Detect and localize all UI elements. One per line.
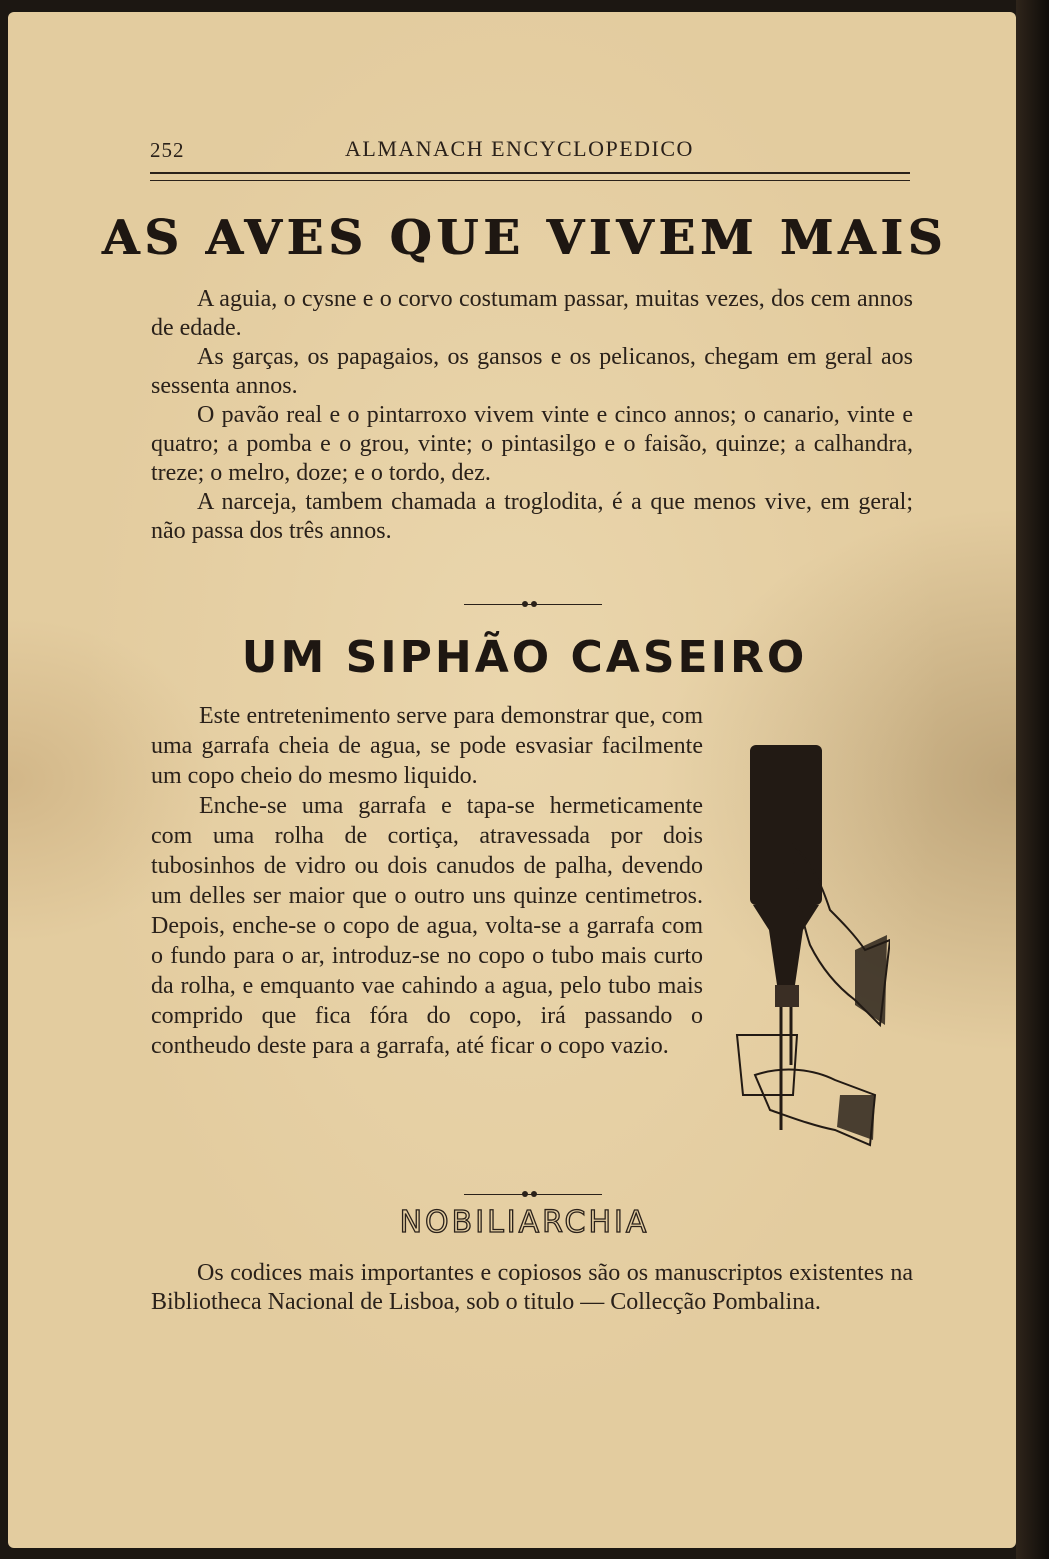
ornament-divider — [464, 1188, 602, 1202]
birds-text — [151, 285, 913, 546]
siphon-paragraph: Enche-se uma garrafa e tapa-se hermeticamente com uma rolha de cortiça, atravessada por dois tubosinhos de vidro ou dois canudos de palha, devendo um delles ser maior que o outro uns quinze centimetros. Depois, enche-se o copo de agua, volta-se a garrafa com o fundo para o ar, introduz-se no copo o tubo mais curto da rolha, e emquanto vae cahindo a agua, pelo tubo mais comprido que fica fóra do copo, irá passando o contheudo deste para a garrafa, até ficar o copo vazio. — [151, 793, 703, 1059]
glass-cup — [737, 1035, 797, 1095]
section-title-birds: AS AVES QUE VIVEM MAIS — [101, 210, 948, 266]
running-head — [150, 136, 910, 166]
siphon-illustration — [715, 735, 890, 1175]
divider-dot — [531, 601, 537, 607]
nobiliarchia-paragraph: Os codices mais importantes e copiosos são os manuscriptos existentes na Bibliotheca Nacional de Lisboa, sob o titulo — Collecção Pombalina. — [151, 1260, 913, 1315]
header-rule — [150, 172, 910, 181]
birds-paragraph: O pavão real e o pintarroxo vivem vinte e cinco annos; o canario, vinte e quatro; a pomba e o grou, vinte; o pintasilgo e o faisão, quinze; a calhandra, treze; o melro, doze; e o tordo, dez. — [151, 402, 913, 486]
siphon-text — [151, 701, 703, 1061]
upper-sleeve-cuff — [855, 935, 887, 1025]
siphon-paragraph: Este entretenimento serve para demonstrar que, com uma garrafa cheia de agua, se pode esvasiar facilmente um copo cheio do mesmo liquido. — [151, 703, 703, 789]
birds-paragraph: As garças, os papagaios, os gansos e os pelicanos, chegam em geral aos sessenta annos. — [151, 344, 913, 399]
divider-dot — [522, 1191, 528, 1197]
nobiliarchia-text — [151, 1259, 913, 1317]
running-head-title: ALMANACH ENCYCLOPEDICO — [345, 136, 694, 161]
birds-paragraph: A aguia, o cysne e o corvo costumam passar, muitas vezes, dos cem annos de edade. — [151, 286, 913, 341]
ornament-divider — [464, 598, 602, 612]
page-number: 252 — [150, 138, 185, 162]
section-title-nobiliarchia: NOBILIARCHIA — [399, 1205, 650, 1240]
divider-dot — [531, 1191, 537, 1197]
divider-dot — [522, 601, 528, 607]
section-title-siphon: UM SIPHÃO CASEIRO — [241, 632, 808, 683]
cork — [775, 985, 799, 1007]
bottle-body — [750, 745, 822, 905]
birds-paragraph: A narceja, tambem chamada a troglodita, é a que menos vive, em geral; não passa dos três annos. — [151, 489, 913, 544]
